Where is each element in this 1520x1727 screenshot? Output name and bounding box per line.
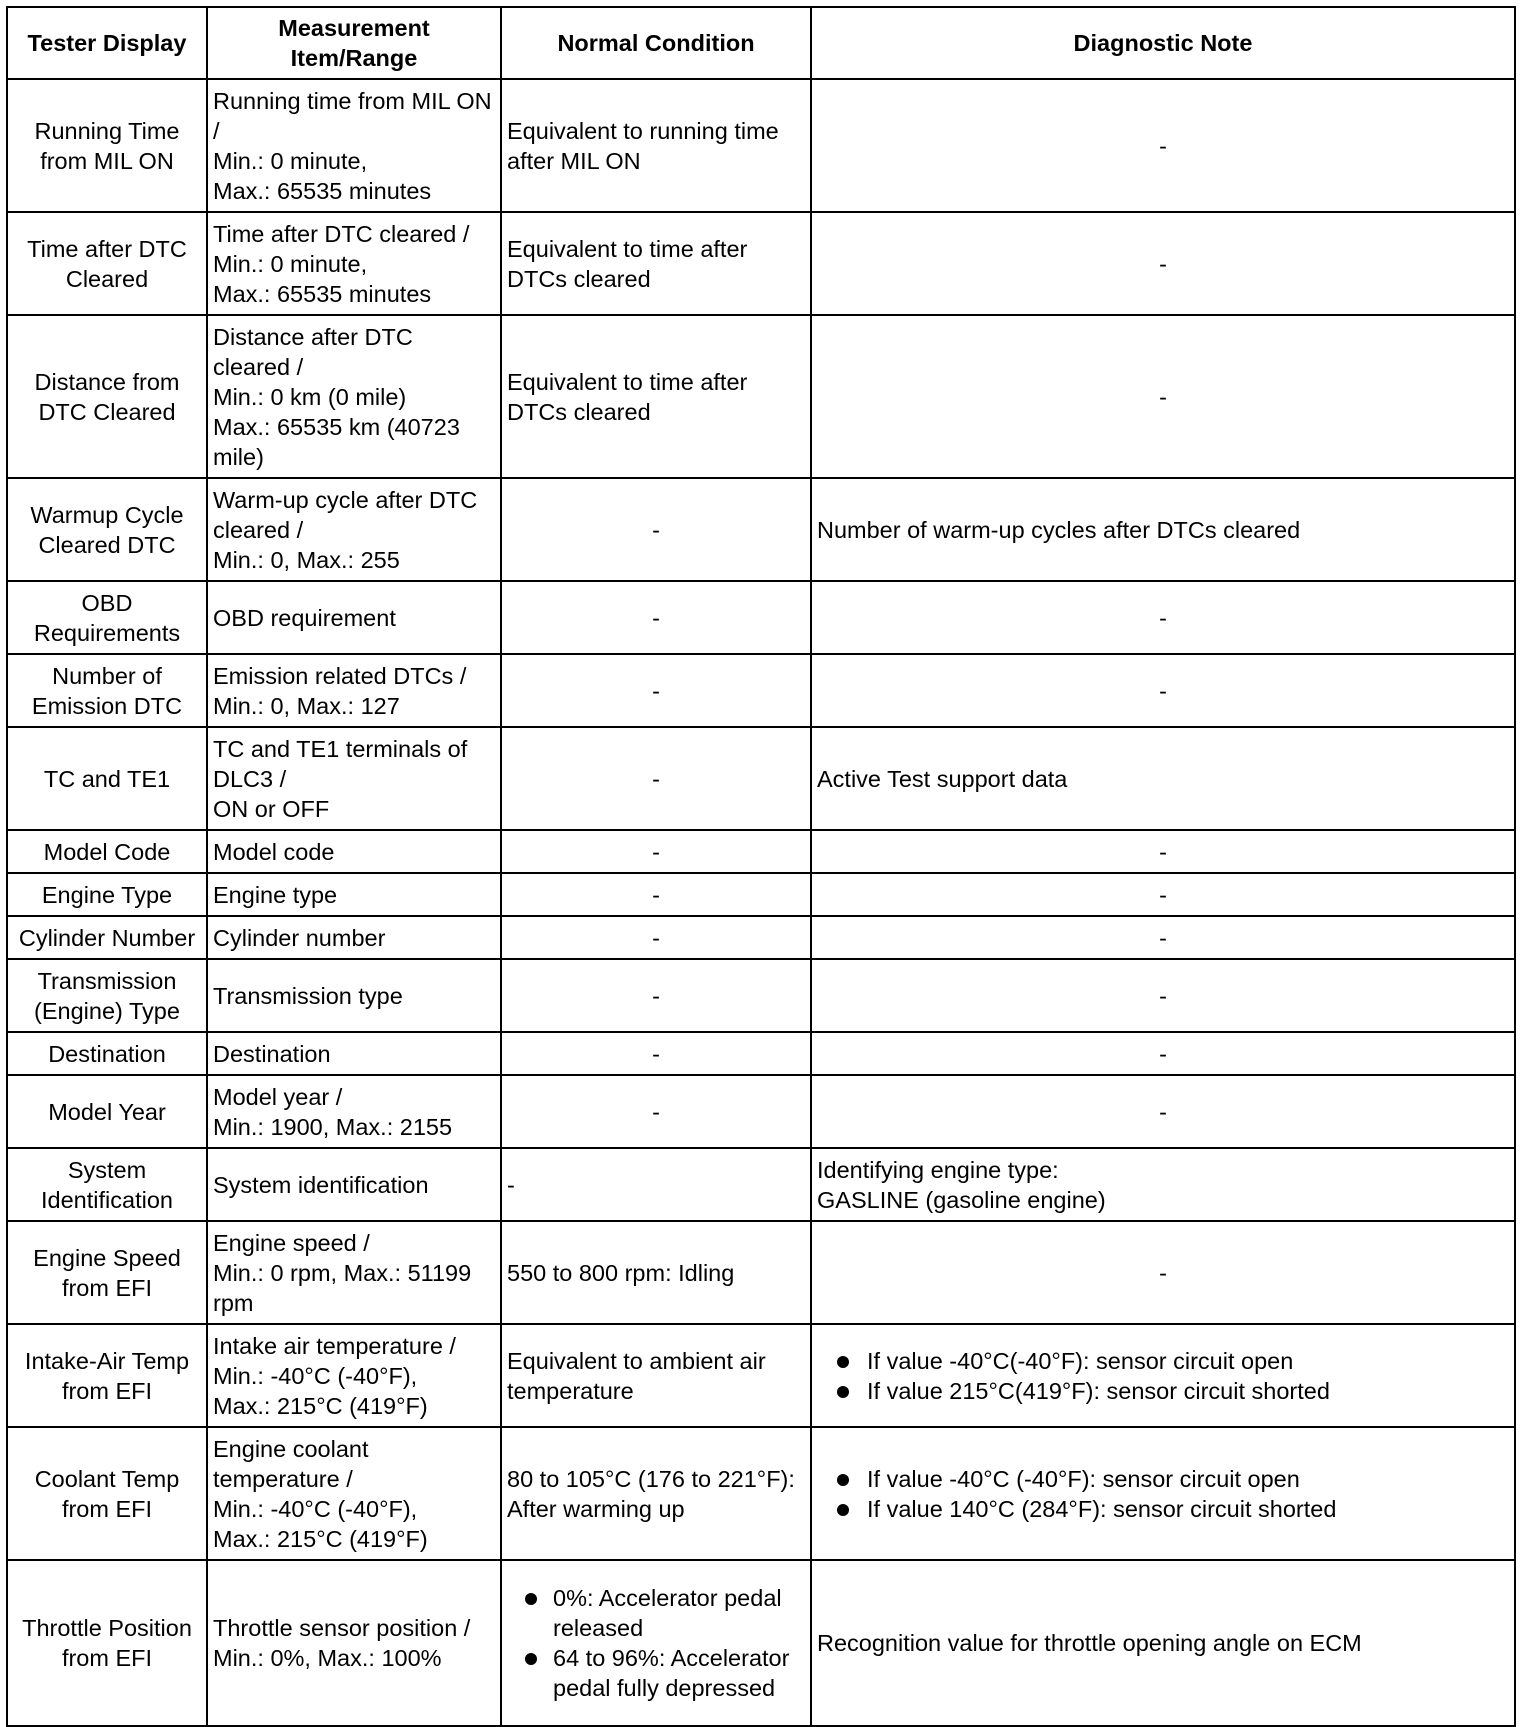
diagnostic-note-cell: Active Test support data xyxy=(811,727,1515,830)
diagnostic-note-cell: - xyxy=(811,873,1515,916)
measurement-cell: Cylinder number xyxy=(207,916,501,959)
measurement-cell: OBD requirement xyxy=(207,581,501,654)
table-row xyxy=(7,478,1515,581)
diagnostic-note-cell: Identifying engine type: GASLINE (gasoline engine) xyxy=(811,1148,1515,1221)
table-row xyxy=(7,1221,1515,1324)
normal-condition-cell: Equivalent to ambient air temperature xyxy=(501,1324,811,1427)
measurement-cell: Destination xyxy=(207,1032,501,1075)
table-row xyxy=(7,581,1515,654)
tester-display-cell: Number of Emission DTC xyxy=(7,654,207,727)
diagnostic-note-cell: Number of warm-up cycles after DTCs cleared xyxy=(811,478,1515,581)
normal-condition-cell: - xyxy=(501,727,811,830)
table-row xyxy=(7,1427,1515,1560)
diagnostic-note-cell: Recognition value for throttle opening angle on ECM xyxy=(811,1560,1515,1726)
table-row xyxy=(7,1032,1515,1075)
bullet-item: 0%: Accelerator pedal released xyxy=(507,1583,805,1643)
normal-condition-cell: - xyxy=(501,1075,811,1148)
normal-condition-cell: - xyxy=(501,654,811,727)
normal-condition-cell: - xyxy=(501,478,811,581)
normal-condition-cell: - xyxy=(501,830,811,873)
measurement-cell: Model year / Min.: 1900, Max.: 2155 xyxy=(207,1075,501,1148)
normal-condition-cell xyxy=(501,1560,811,1726)
diagnostic-note-cell: - xyxy=(811,79,1515,212)
normal-condition-cell: - xyxy=(501,581,811,654)
table-row xyxy=(7,727,1515,830)
normal-condition-cell: Equivalent to time after DTCs cleared xyxy=(501,315,811,478)
header-row xyxy=(7,7,1515,79)
table-row xyxy=(7,1075,1515,1148)
tester-display-cell: OBD Requirements xyxy=(7,581,207,654)
table-row xyxy=(7,873,1515,916)
diagnostic-note-cell: - xyxy=(811,581,1515,654)
measurement-cell: TC and TE1 terminals of DLC3 / ON or OFF xyxy=(207,727,501,830)
table-row xyxy=(7,830,1515,873)
tester-display-cell: Transmission (Engine) Type xyxy=(7,959,207,1032)
measurement-cell: Time after DTC cleared / Min.: 0 minute, Max.: 65535 minutes xyxy=(207,212,501,315)
diagnostic-note-cell: - xyxy=(811,916,1515,959)
tester-display-cell: Time after DTC Cleared xyxy=(7,212,207,315)
diagnostic-note-cell: - xyxy=(811,212,1515,315)
normal-condition-cell: 550 to 800 rpm: Idling xyxy=(501,1221,811,1324)
normal-condition-cell: - xyxy=(501,873,811,916)
table-row xyxy=(7,916,1515,959)
normal-condition-cell: Equivalent to running time after MIL ON xyxy=(501,79,811,212)
tester-display-cell: Destination xyxy=(7,1032,207,1075)
diagnostic-note-cell: - xyxy=(811,1075,1515,1148)
tester-display-cell: System Identification xyxy=(7,1148,207,1221)
bullet-item: If value -40°C (-40°F): sensor circuit open xyxy=(817,1464,1509,1494)
tester-display-cell: Coolant Temp from EFI xyxy=(7,1427,207,1560)
bullet-item: If value -40°C(-40°F): sensor circuit open xyxy=(817,1346,1509,1376)
bullet-list xyxy=(817,1464,1509,1524)
tester-display-cell: Engine Type xyxy=(7,873,207,916)
tester-display-cell: Warmup Cycle Cleared DTC xyxy=(7,478,207,581)
normal-condition-cell: - xyxy=(501,916,811,959)
normal-condition-cell: Equivalent to time after DTCs cleared xyxy=(501,212,811,315)
diagnostic-note-cell: - xyxy=(811,1032,1515,1075)
bullet-list xyxy=(507,1583,805,1703)
tester-display-cell: Running Time from MIL ON xyxy=(7,79,207,212)
measurement-cell: Distance after DTC cleared / Min.: 0 km (0 mile) Max.: 65535 km (40723 mile) xyxy=(207,315,501,478)
measurement-cell: Engine coolant temperature / Min.: -40°C (-40°F), Max.: 215°C (419°F) xyxy=(207,1427,501,1560)
diagnostic-note-cell: - xyxy=(811,654,1515,727)
header-tester-display: Tester Display xyxy=(7,7,207,79)
data-list-table xyxy=(6,6,1516,1727)
table-row xyxy=(7,959,1515,1032)
tester-display-cell: Throttle Position from EFI xyxy=(7,1560,207,1726)
measurement-cell: Running time from MIL ON / Min.: 0 minute, Max.: 65535 minutes xyxy=(207,79,501,212)
diagnostic-note-cell: - xyxy=(811,315,1515,478)
tester-display-cell: Distance from DTC Cleared xyxy=(7,315,207,478)
table-row xyxy=(7,79,1515,212)
measurement-cell: Transmission type xyxy=(207,959,501,1032)
header-normal-condition: Normal Condition xyxy=(501,7,811,79)
normal-condition-cell: - xyxy=(501,1032,811,1075)
table-row xyxy=(7,212,1515,315)
diagnostic-note-cell xyxy=(811,1427,1515,1560)
table-row xyxy=(7,654,1515,727)
bullet-item: 64 to 96%: Accelerator pedal fully depressed xyxy=(507,1643,805,1703)
normal-condition-cell: - xyxy=(501,1148,811,1221)
measurement-cell: Model code xyxy=(207,830,501,873)
table-row xyxy=(7,1324,1515,1427)
measurement-cell: Intake air temperature / Min.: -40°C (-40°F), Max.: 215°C (419°F) xyxy=(207,1324,501,1427)
tester-display-cell: Cylinder Number xyxy=(7,916,207,959)
tester-display-cell: Engine Speed from EFI xyxy=(7,1221,207,1324)
measurement-cell: System identification xyxy=(207,1148,501,1221)
measurement-cell: Engine type xyxy=(207,873,501,916)
table-row xyxy=(7,315,1515,478)
measurement-cell: Emission related DTCs / Min.: 0, Max.: 127 xyxy=(207,654,501,727)
bullet-list xyxy=(817,1346,1509,1406)
measurement-cell: Throttle sensor position / Min.: 0%, Max.: 100% xyxy=(207,1560,501,1726)
diagnostic-note-cell: - xyxy=(811,959,1515,1032)
normal-condition-cell: - xyxy=(501,959,811,1032)
bullet-item: If value 140°C (284°F): sensor circuit shorted xyxy=(817,1494,1509,1524)
tester-display-cell: Intake-Air Temp from EFI xyxy=(7,1324,207,1427)
diagnostic-note-cell: - xyxy=(811,1221,1515,1324)
bullet-item: If value 215°C(419°F): sensor circuit shorted xyxy=(817,1376,1509,1406)
measurement-cell: Warm-up cycle after DTC cleared / Min.: 0, Max.: 255 xyxy=(207,478,501,581)
tester-display-cell: TC and TE1 xyxy=(7,727,207,830)
header-diagnostic-note: Diagnostic Note xyxy=(811,7,1515,79)
table-row xyxy=(7,1560,1515,1726)
tester-display-cell: Model Code xyxy=(7,830,207,873)
header-measurement: Measurement Item/Range xyxy=(207,7,501,79)
diagnostic-note-cell: - xyxy=(811,830,1515,873)
normal-condition-cell: 80 to 105°C (176 to 221°F): After warming up xyxy=(501,1427,811,1560)
diagnostic-note-cell xyxy=(811,1324,1515,1427)
tester-display-cell: Model Year xyxy=(7,1075,207,1148)
measurement-cell: Engine speed / Min.: 0 rpm, Max.: 51199 rpm xyxy=(207,1221,501,1324)
table-row xyxy=(7,1148,1515,1221)
